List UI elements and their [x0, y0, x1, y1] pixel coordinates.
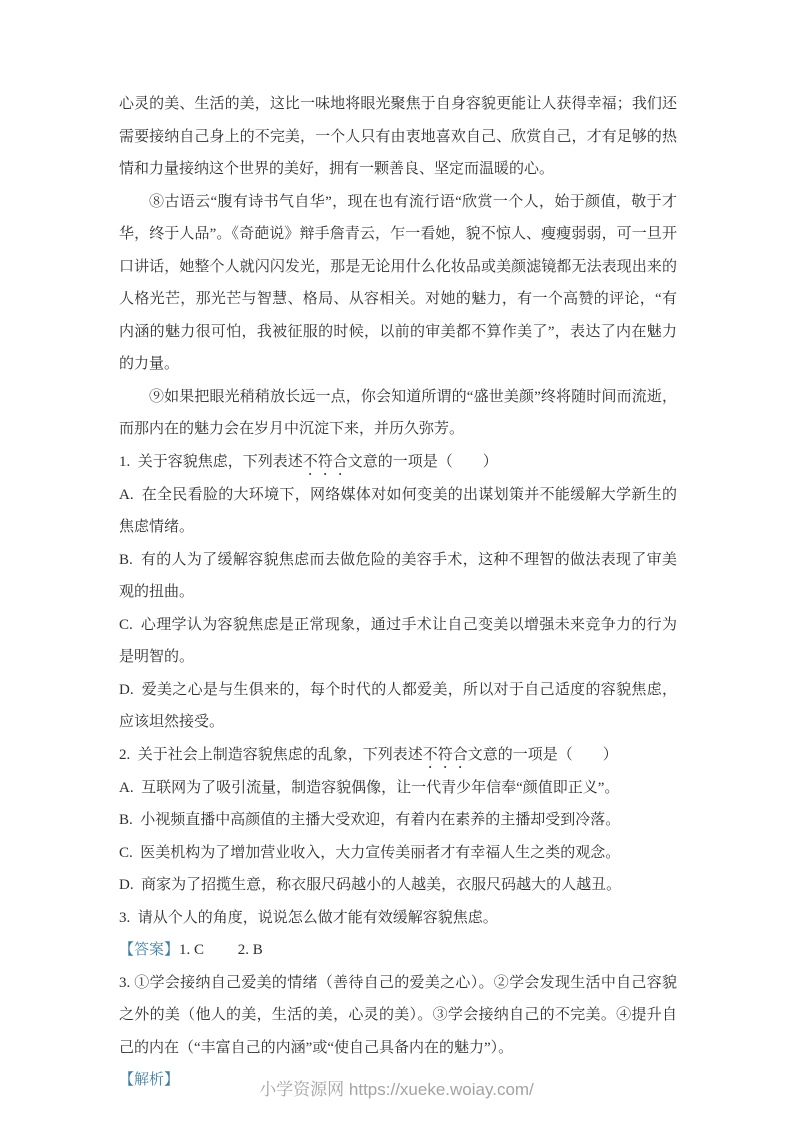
- analysis-label: 【解析】: [119, 1072, 180, 1088]
- question-2-stem-emphasis: 不符合: [422, 746, 468, 763]
- answer-label: 【答案】: [119, 942, 180, 958]
- question-2-option-a: A. 互联网为了吸引流量，制造容貌偶像，让一代青少年信奉“颜值即正义”。: [119, 779, 620, 796]
- question-1-stem: [119, 446, 677, 479]
- answer-choices: 1. C 2. B: [179, 942, 263, 958]
- body-paragraph-8: ⑧古语云“腹有诗书气自华”，现在也有流行语“欣赏一个人，始于颜值，敬于才华，终于人品”。《奇葩说》辩手詹青云，乍一看她，貌不惊人、瘦瘦弱弱，可一旦开口讲话，她整个人就闪闪发光，那是无论用什么化妆品或美颜滤镜都无法表现出来的人格光芒，那光芒与智慧、格局、从容相关。对她的魅力，有一个高赞的评论，“有内涵的魅力很可怕，我被征服的时候，以前的审美都不算作美了”，表达了内在魅力的力量。: [119, 193, 677, 372]
- question-2-option-d: D. 商家为了招揽生意，称衣服尺码越小的人越美，衣服尺码越大的人越丑。: [119, 877, 622, 893]
- question-1-option-b: B. 有的人为了缓解容貌焦虑而去做危险的美容手术，这种不理智的做法表现了审美观的扭曲。: [119, 551, 677, 600]
- question-1-stem-post: 文意的一项是（ ）: [347, 453, 498, 470]
- question-2-option-b: B. 小视频直播中高颜值的主播大受欢迎，有着内在素养的主播却受到冷落。: [119, 812, 621, 828]
- question-1-option-a: A. 在全民看脸的大环境下，网络媒体对如何变美的出谋划策并不能缓解大学新生的焦虑情绪。: [119, 486, 677, 535]
- body-paragraph-continuation: 心灵的美、生活的美，这比一味地将眼光聚焦于自身容貌更能让人获得幸福；我们还需要接纳自己身上的不完美，一个人只有由衷地喜欢自己、欣赏自己，才有足够的热情和力量接纳这个世界的美好，拥有一颗善良、坚定而温暖的心。: [119, 96, 677, 177]
- question-2-stem-post: 文意的一项是（ ）: [467, 746, 618, 763]
- question-1-option-c: C. 心理学认为容貌焦虑是正常现象，通过手术让自己变美以增强未来竞争力的行为是明智的。: [119, 616, 677, 665]
- question-1-stem-emphasis: 不符合: [302, 453, 348, 470]
- answer-line: [119, 934, 677, 967]
- footer-watermark: 小学资源网 https://xueke.woiay.com/: [259, 1080, 534, 1099]
- answer-question-3: 3. ①学会接纳自己爱美的情绪（善待自己的爱美之心）。②学会发现生活中自己容貌之外的美（他人的美，生活的美，心灵的美）。③学会接纳自己的不完美。④提升自己的内在（“丰富自己的内涵”或“使自己具备内在的魅力”）。: [119, 974, 677, 1056]
- question-2-stem-pre: 2. 关于社会上制造容貌焦虑的乱象，下列表述: [119, 746, 423, 763]
- question-2-option-c: C. 医美机构为了增加营业收入，大力宣传美丽者才有幸福人生之类的观念。: [119, 844, 621, 861]
- question-3-stem: 3. 请从个人的角度，说说怎么做才能有效缓解容貌焦虑。: [119, 909, 498, 926]
- question-2-stem: [119, 739, 677, 772]
- question-1-stem-pre: 1. 关于容貌焦虑，下列表述: [119, 453, 303, 470]
- document-body: [119, 88, 677, 1097]
- body-paragraph-9: ⑨如果把眼光稍稍放长远一点，你会知道所谓的“盛世美颜”终将随时间而流逝，而那内在的魅力会在岁月中沉淀下来，并历久弥芳。: [119, 388, 677, 437]
- question-1-option-d: D. 爱美之心是与生俱来的，每个时代的人都爱美，所以对于自己适度的容貌焦虑，应该坦然接受。: [119, 681, 677, 730]
